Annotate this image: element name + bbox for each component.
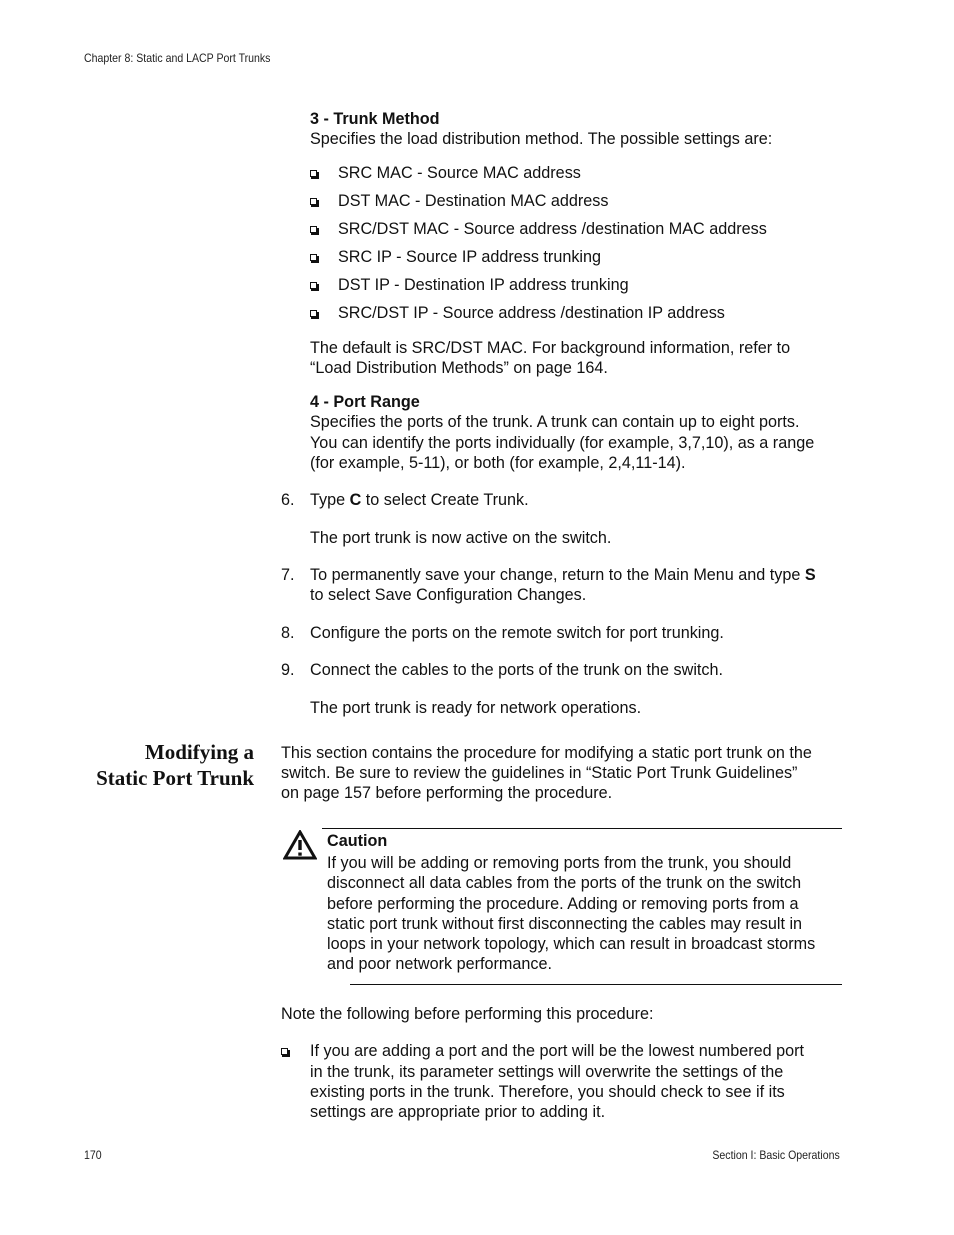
step-number: 8. [281, 624, 295, 642]
running-header: Chapter 8: Static and LACP Port Trunks [84, 51, 271, 65]
page-number: 170 [84, 1148, 102, 1162]
step-9-note: The port trunk is ready for network operations. [310, 699, 642, 717]
caution-line: before performing the procedure. Adding or removing ports from a [327, 895, 799, 913]
list-item: SRC/DST IP - Source address /destination IP address [338, 304, 725, 322]
checkbox-bullet-icon [310, 310, 317, 317]
list-item: DST MAC - Destination MAC address [338, 192, 609, 210]
step-6-note: The port trunk is now active on the switch. [310, 529, 612, 547]
section-intro-line: switch. Be sure to review the guidelines in “Static Port Trunk Guidelines” [281, 764, 798, 782]
caution-title: Caution [327, 832, 388, 850]
caution-line: and poor network performance. [327, 955, 552, 973]
step-text: Type [310, 491, 350, 509]
section-title-line: Static Port Trunk [96, 766, 254, 790]
section-title [24, 739, 254, 791]
note-item-line: If you are adding a port and the port will be the lowest numbered port [310, 1042, 805, 1060]
default-text-line2: “Load Distribution Methods” on page 164. [310, 359, 608, 377]
checkbox-bullet-icon [310, 198, 317, 205]
warning-triangle-icon [283, 830, 317, 860]
checkbox-bullet-icon [310, 226, 317, 233]
step-number: 9. [281, 661, 295, 679]
caution-line: disconnect all data cables from the ports of the trunk on the switch [327, 874, 802, 892]
caution-line: loops in your network topology, which can result in broadcast storms [327, 935, 816, 953]
note-item-line: existing ports in the trunk. Therefore, you should check to see if its [310, 1083, 785, 1101]
section-title-line: Modifying a [144, 740, 254, 764]
caution-bottom-rule [350, 984, 842, 985]
list-item: SRC MAC - Source MAC address [338, 164, 581, 182]
step-6-text [310, 490, 529, 510]
checkbox-bullet-icon [310, 282, 317, 289]
list-item: DST IP - Destination IP address trunking [338, 276, 629, 294]
step-8-text: Configure the ports on the remote switch for port trunking. [310, 624, 724, 642]
port-range-line: Specifies the ports of the trunk. A trunk can contain up to eight ports. [310, 413, 800, 431]
caution-line: If you will be adding or removing ports from the trunk, you should [327, 854, 792, 872]
step-number: 6. [281, 491, 295, 509]
port-range-line: (for example, 5-11), or both (for example, 2,4,11-14). [310, 454, 686, 472]
checkbox-bullet-icon [281, 1048, 288, 1055]
trunk-method-heading: 3 - Trunk Method [310, 110, 440, 128]
step-7-line2: to select Save Configuration Changes. [310, 586, 587, 604]
note-item-line: settings are appropriate prior to adding it. [310, 1103, 606, 1121]
caution-top-rule [322, 828, 842, 829]
step-7-text [310, 565, 816, 585]
step-text: To permanently save your change, return to the Main Menu and type [310, 566, 805, 584]
section-intro-line: This section contains the procedure for modifying a static port trunk on the [281, 744, 812, 762]
step-key: S [804, 566, 816, 584]
trunk-method-intro: Specifies the load distribution method. The possible settings are: [310, 130, 773, 148]
checkbox-bullet-icon [310, 254, 317, 261]
checkbox-bullet-icon [310, 170, 317, 177]
section-intro-line: on page 157 before performing the procedure. [281, 784, 613, 802]
note-intro: Note the following before performing this procedure: [281, 1005, 654, 1023]
port-range-line: You can identify the ports individually (for example, 3,7,10), as a range [310, 434, 815, 452]
caution-line: static port trunk without first disconnecting the cables may result in [327, 915, 803, 933]
step-9-text: Connect the cables to the ports of the trunk on the switch. [310, 661, 724, 679]
port-range-heading: 4 - Port Range [310, 393, 420, 411]
step-key: C [349, 491, 362, 509]
step-text: to select Create Trunk. [361, 491, 529, 509]
note-item-line: in the trunk, its parameter settings will overwrite the settings of the [310, 1063, 784, 1081]
step-number: 7. [281, 566, 295, 584]
footer-section: Section I: Basic Operations [712, 1148, 840, 1162]
default-text-line1: The default is SRC/DST MAC. For background information, refer to [310, 339, 791, 357]
list-item: SRC IP - Source IP address trunking [338, 248, 602, 266]
list-item: SRC/DST MAC - Source address /destination MAC address [338, 220, 767, 238]
